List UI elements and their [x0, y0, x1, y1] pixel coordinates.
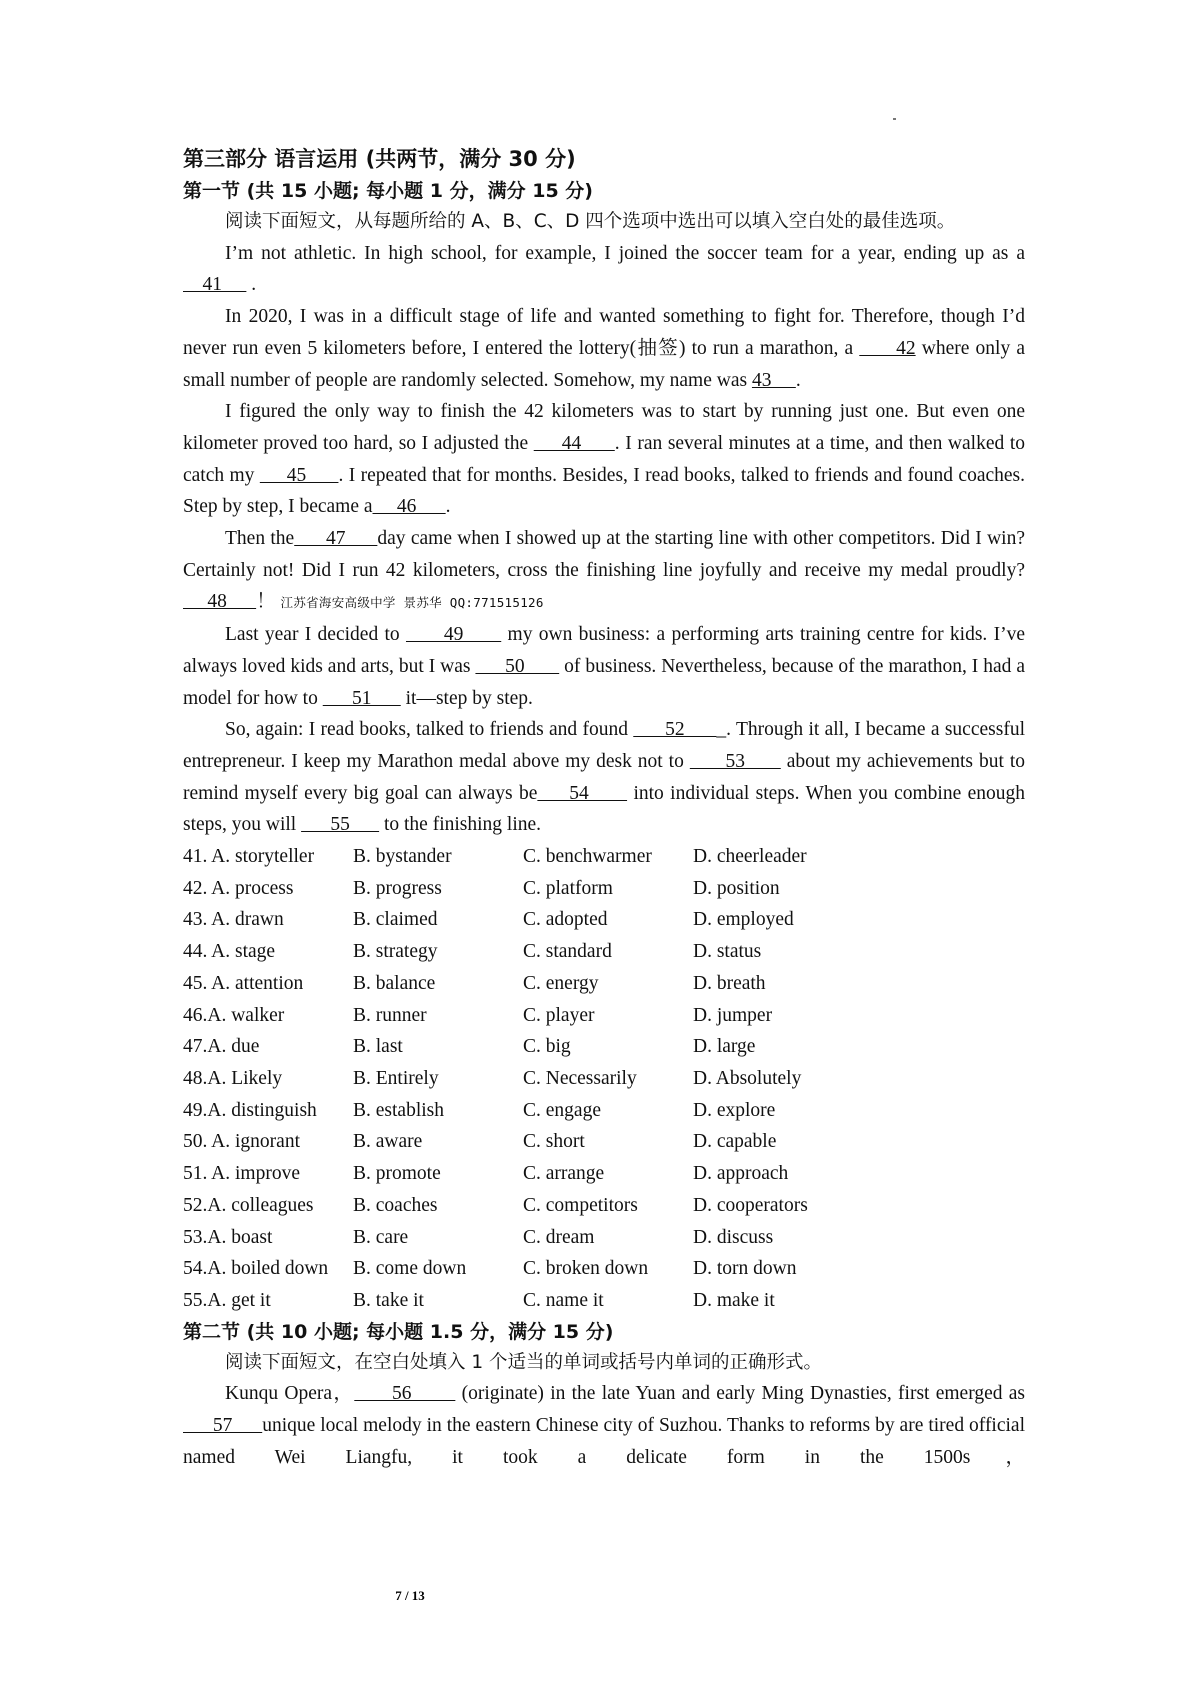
option-43-c: C. adopted: [523, 909, 608, 931]
option-41-a: 41. A. storyteller: [183, 846, 315, 868]
option-53-d: D. discuss: [693, 1226, 774, 1248]
option-47-b: B. last: [353, 1036, 403, 1058]
option-51-a: 51. A. improve: [183, 1163, 300, 1185]
options-table: [183, 841, 1025, 1317]
blank-48: 48: [183, 591, 257, 613]
option-44-d: D. status: [693, 941, 762, 963]
option-55-b: B. take it: [353, 1289, 424, 1311]
option-55-c: C. name it: [523, 1289, 604, 1311]
section2-instruction: 阅读下面短文，在空白处填入 1 个适当的单词或括号内单词的正确形式。: [225, 1351, 823, 1373]
option-52-d: D. cooperators: [693, 1194, 808, 1216]
option-49-d: D. explore: [693, 1099, 776, 1121]
blank-46: 46: [372, 496, 446, 518]
blank-57: 57: [183, 1415, 263, 1437]
option-42-b: B. progress: [353, 877, 442, 899]
option-50-b: B. aware: [353, 1131, 423, 1153]
option-47-c: C. big: [523, 1036, 571, 1058]
option-54-d: D. torn down: [693, 1258, 797, 1280]
option-42-a: 42. A. process: [183, 877, 294, 899]
blank-54: 54: [537, 782, 628, 804]
passage-paragraph-4: Then the 47 day came when I showed up at the starting line with other competitors. Did I win? Certainly not! Did I run 42 kilometers, cross the finishing line joyfully and receive my medal proudly? 48 ！ 江苏省海安高级中学 景苏华 QQ:771515126: [183, 528, 1026, 613]
passage-paragraph-2: In 2020, I was in a difficult stage of life and wanted something to fight for. Therefore, though I’d never run even 5 kilometers before, I entered the lottery(抽签) to run a marathon, a 42 where only a small number of people are randomly selected. Somehow, my name was 43 .: [183, 306, 1025, 391]
option-42-c: C. platform: [523, 877, 613, 899]
blank-55: 55: [301, 814, 380, 836]
option-51-c: C. arrange: [523, 1163, 605, 1185]
option-49-a: 49.A. distinguish: [183, 1099, 317, 1121]
option-44-c: C. standard: [523, 941, 612, 963]
page-number: 7 / 13: [395, 1588, 425, 1603]
option-46-c: C. player: [523, 1004, 595, 1026]
option-41-c: C. benchwarmer: [523, 846, 652, 868]
blank-42: 42: [859, 337, 916, 359]
option-48-b: B. Entirely: [353, 1067, 439, 1089]
blank-44: 44: [533, 432, 615, 454]
option-53-a: 53.A. boast: [183, 1226, 273, 1248]
blank-41: 41: [183, 274, 247, 296]
blank-52: 52: [633, 719, 717, 741]
section2-title: 第二节 (共 10 小题; 每小题 1.5 分，满分 15 分): [183, 1320, 614, 1343]
option-48-d: D. Absolutely: [693, 1067, 802, 1089]
option-44-b: B. strategy: [353, 941, 438, 963]
option-54-b: B. come down: [353, 1258, 467, 1280]
option-49-c: C. engage: [523, 1099, 601, 1121]
option-46-a: 46.A. walker: [183, 1004, 285, 1026]
blank-56: 56: [354, 1383, 456, 1405]
option-45-a: 45. A. attention: [183, 972, 304, 994]
option-50-d: D. capable: [693, 1131, 777, 1153]
blank-50: 50: [475, 655, 560, 677]
section1-instruction: 阅读下面短文，从每题所给的 A、B、C、D 四个选项中选出可以填入空白处的最佳选项。: [225, 211, 956, 232]
section1-title: 第一节 (共 15 小题; 每小题 1 分，满分 15 分): [183, 180, 593, 202]
option-53-b: B. care: [353, 1226, 409, 1248]
blank-47: 47: [294, 528, 378, 550]
blank-49: 49: [405, 624, 502, 646]
option-52-b: B. coaches: [353, 1194, 438, 1216]
passage-paragraph-3: I figured the only way to finish the 42 kilometers was to start by running just one. But even one kilometer proved too hard, so I adjusted the 44 . I ran several minutes at a time, and then walked to catch my 45 . I repeated that for months. Besides, I read books, talked to friends and found coaches. Step by step, I became a 46 .: [183, 401, 1026, 518]
passage-paragraph-5: Last year I decided to 49 my own business: a performing arts training centre for kids. I’ve always loved kids and arts, but I was 50 of business. Nevertheless, because of the marathon, I had a model for how to 51 it—step by step.: [183, 624, 1025, 709]
option-55-a: 55.A. get it: [183, 1289, 271, 1311]
option-51-d: D. approach: [693, 1163, 789, 1185]
passage-paragraph-1: I’m not athletic. In high school, for example, I joined the soccer team for a year, ending up as a 41 .: [183, 242, 1025, 296]
option-41-b: B. bystander: [353, 846, 452, 868]
option-45-c: C. energy: [523, 972, 599, 994]
option-47-d: D. large: [693, 1036, 756, 1058]
option-48-c: C. Necessarily: [523, 1067, 637, 1089]
option-54-a: 54.A. boiled down: [183, 1258, 329, 1280]
blank-45: 45: [259, 464, 339, 486]
option-43-b: B. claimed: [353, 909, 438, 931]
option-46-d: D. jumper: [693, 1004, 773, 1026]
passage-paragraph-6: So, again: I read books, talked to friends and found 52 _. Through it all, I became a successful entrepreneur. I keep my Marathon medal above my desk not to 53 about my achievements but to remind myself every big goal can always be 54 into individual steps. When you combine enough steps, you will 55 to the finishing line.: [183, 719, 1026, 836]
option-51-b: B. promote: [353, 1163, 441, 1185]
blank-53: 53: [689, 750, 781, 772]
option-53-c: C. dream: [523, 1226, 595, 1248]
option-55-d: D. make it: [693, 1289, 775, 1311]
option-41-d: D. cheerleader: [693, 846, 807, 868]
blank-51: 51: [322, 687, 401, 709]
option-43-a: 43. A. drawn: [183, 909, 284, 931]
option-46-b: B. runner: [353, 1004, 427, 1026]
author-stamp: 江苏省海安高级中学 景苏华 QQ:771515126: [280, 595, 544, 611]
option-54-c: C. broken down: [523, 1258, 649, 1280]
option-43-d: D. employed: [693, 909, 794, 931]
option-50-c: C. short: [523, 1131, 585, 1153]
exam-page: [183, 142, 1025, 1473]
passage2-paragraph-1: Kunqu Opera， 56 (originate) in the late Yuan and early Ming Dynasties, first emerged as 57 unique local melody in the eastern Chinese city of Suzhou. Thanks to reforms by are tired official named Wei Liangfu, it took a delicate form in the 1500s，: [183, 1383, 1026, 1468]
option-44-a: 44. A. stage: [183, 941, 276, 963]
option-47-a: 47.A. due: [183, 1036, 260, 1058]
option-49-b: B. establish: [353, 1099, 444, 1121]
part-title: 第三部分 语言运用 (共两节，满分 30 分): [183, 147, 576, 171]
option-50-a: 50. A. ignorant: [183, 1131, 300, 1153]
option-52-c: C. competitors: [523, 1194, 638, 1216]
option-45-b: B. balance: [353, 972, 436, 994]
option-45-d: D. breath: [693, 972, 766, 994]
option-48-a: 48.A. Likely: [183, 1067, 283, 1089]
scan-dot: [893, 118, 896, 120]
option-52-a: 52.A. colleagues: [183, 1194, 314, 1216]
blank-43: 43: [751, 369, 796, 391]
option-42-d: D. position: [693, 877, 780, 899]
